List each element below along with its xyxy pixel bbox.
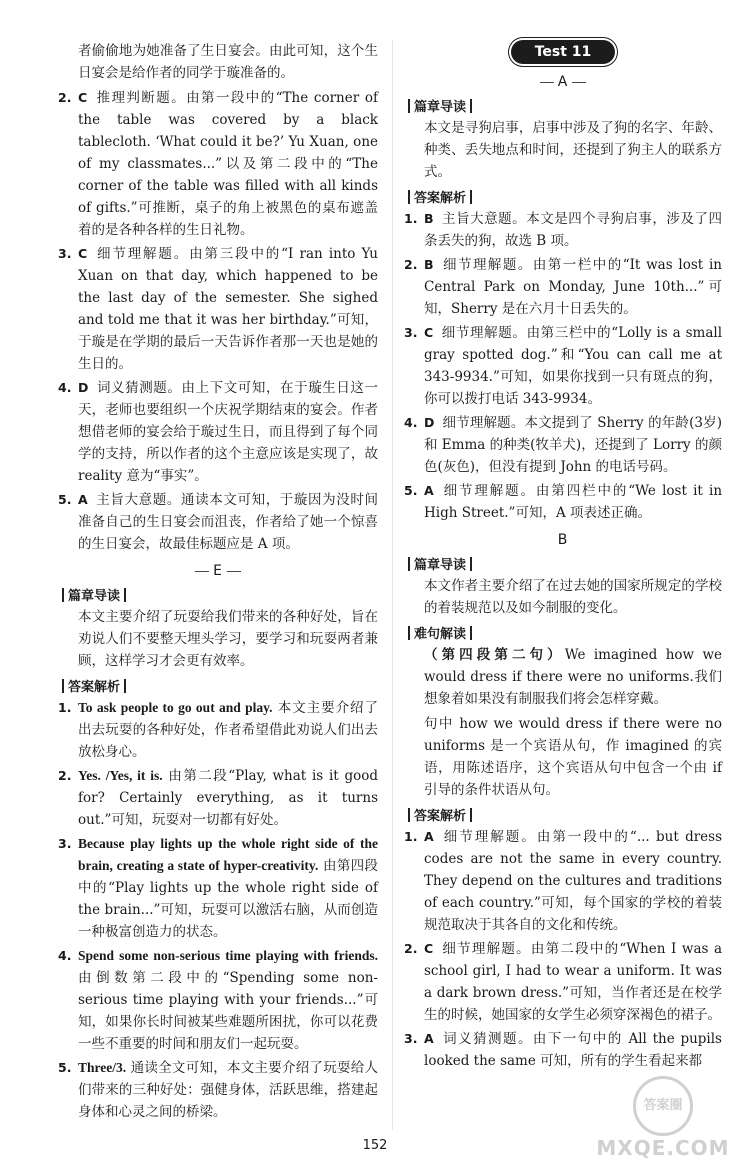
item-type: 主旨大意题。 <box>441 211 527 227</box>
item-answer-en: Yes. /Yes, it is. <box>78 768 163 783</box>
e-answer-3 <box>58 833 378 943</box>
item-type: 词义猜测题。 <box>441 1031 533 1047</box>
item-text: 由第三栏中的“Lolly is a small gray spotted dog.”和“You can call me at 343-9934.”可知，如果你找到一只有斑点的狗，你可以拨打电话 343-9934。 <box>424 325 723 407</box>
e-answer-1 <box>58 697 378 763</box>
difficult-en: We imagined how we would dress if there were no uniforms. <box>424 647 723 685</box>
guide-text-b: 本文作者主要介绍了在过去她的国家所规定的学校的着装规范以及如今制服的变化。 <box>424 578 722 616</box>
item-body <box>78 243 378 375</box>
item-answer: A <box>424 483 434 498</box>
a-answer-4 <box>404 412 722 478</box>
watermark-url: MXQE.COM <box>596 1136 730 1160</box>
section-a-label: A <box>404 74 722 90</box>
item-text: 由第二段“Play, what is it good for? Certainly everything, as it turns out.”可知，玩耍对一切都有好处。 <box>78 768 378 828</box>
item-number: 1. <box>404 829 418 844</box>
item-text: 本文是四个寻狗启事，涉及了四条丢失的狗，故选 B 项。 <box>424 211 723 249</box>
guide-text: 本文主要介绍了玩耍给我们带来的各种好处，旨在劝说人们不要整天埋头学习，要学习和玩耍两者兼顾，这样学习才会更有效率。 <box>78 609 378 669</box>
item-type: 细节理解题。 <box>441 941 531 957</box>
answer-heading-b: 答案解析 <box>404 805 722 824</box>
watermark-logo-icon: 答案圈 <box>633 1076 693 1136</box>
item-answer: C <box>78 246 88 261</box>
item-body <box>424 412 722 478</box>
b-answer-2 <box>404 938 722 1026</box>
difficult-label: （第四段第二句） <box>424 647 565 663</box>
item-answer-en: Spend some non-serious time playing with friends. <box>78 948 378 963</box>
difficult-cn: 我们想象着如果没有制服我们将会怎样穿戴。 <box>424 669 722 707</box>
item-answer: A <box>424 829 434 844</box>
item-answer: A <box>424 1031 434 1046</box>
item-type: 细节理解题。 <box>441 325 527 341</box>
item-body <box>78 377 378 487</box>
answer-heading-a: 答案解析 <box>404 187 722 206</box>
item-text: 由下一句中的 All the pupils looked the same 可知，所有的学生看起来都 <box>424 1031 722 1069</box>
e-answer-2 <box>58 765 378 831</box>
item-answer: B <box>424 257 434 272</box>
item-number: 3. <box>58 246 72 261</box>
guide-text-a: 本文是寻狗启事，启事中涉及了狗的名字、年龄、种类、丢失地点和时间，还提到了狗主人的联系方式。 <box>424 120 722 180</box>
difficult-sentence <box>404 644 722 710</box>
item-text: 通读全文可知，本文主要介绍了玩耍给人们带来的三种好处：强健身体，活跃思维，搭建起身体和心灵之间的桥梁。 <box>78 1060 378 1120</box>
a-answer-1 <box>404 208 722 252</box>
item-type: 细节理解题。 <box>441 829 537 845</box>
guide-heading-a: 篇章导读 <box>404 96 722 115</box>
item-number: 1. <box>58 700 72 715</box>
answer-heading: 答案解析 <box>58 676 378 695</box>
a-answer-5 <box>404 480 722 524</box>
item-answer: C <box>424 325 434 340</box>
item-text: 由上下文可知，在于璇生日这一天，老师也要组织一个庆祝学期结束的宴会。作者想借老师的宴会给于璇过生日，而且得到了每个同学的支持，所以作者的这个主意应该是实现了，故 reality 意为“事实”。 <box>78 380 379 484</box>
item-type: 主旨大意题。 <box>95 492 181 508</box>
page-number: 152 <box>362 1138 388 1153</box>
item-body <box>78 765 378 831</box>
column-divider <box>392 40 393 1130</box>
item-text: 由第二段中的“When I was a school girl, I had to wear a uniform. It was a dark brown dress.”可知，当作者还是在校学生的时候，她国家的女学生必须穿深褐色的裙子。 <box>424 941 723 1023</box>
item-answer-en: To ask people to go out and play. <box>78 700 273 715</box>
answer-item-3 <box>58 243 378 375</box>
item-answer: D <box>424 415 435 430</box>
a-answer-2 <box>404 254 722 320</box>
item-number: 1. <box>404 211 418 226</box>
item-body <box>78 833 378 943</box>
item-body <box>78 697 378 763</box>
item-body <box>424 938 722 1026</box>
item-number: 2. <box>404 257 418 272</box>
item-answer: B <box>424 211 434 226</box>
intro-paragraph: 者偷偷地为她准备了生日宴会。由此可知，这个生日宴会是给作者的同学于璇准备的。 <box>78 43 378 81</box>
item-number: 4. <box>58 380 72 395</box>
item-number: 5. <box>58 1060 72 1075</box>
item-body <box>78 87 378 241</box>
b-answer-1 <box>404 826 722 936</box>
item-number: 5. <box>404 483 418 498</box>
answer-item-5 <box>58 489 378 555</box>
item-type: 细节理解题。 <box>441 483 536 499</box>
item-number: 2. <box>404 941 418 956</box>
item-text: 由第四栏中的“We lost it in High Street.”可知，A 项表述正确。 <box>424 483 723 521</box>
item-number: 3. <box>404 1031 418 1046</box>
item-body <box>78 1057 378 1123</box>
test-badge: Test 11 <box>511 40 615 64</box>
item-text: 由倒数第二段中的“Spending some non-serious time playing with your friends...”可知，如果你长时间被某些难题所困扰，你可以花费一些不重要的时间和朋友们一起玩耍。 <box>78 970 378 1052</box>
item-text: 由第四段中的“Play lights up the whole right side of the brain...”可知，玩耍可以激活右脑，从而创造一种极富创造力的状态。 <box>78 858 379 940</box>
watermark <box>588 1076 738 1160</box>
item-type: 细节理解题。 <box>95 246 190 262</box>
item-text: 本文主要介绍了出去玩耍的各种好处，作者希望借此劝说人们出去放松身心。 <box>78 700 379 760</box>
item-text: 由第一段中的“The corner of the table was covered by a black tablecloth. ‘What could it be?’ Yu Xuan, one of my classmates...”以及第二段中的“The corner of the table was filled with all kinds of gifts.”可推断，桌子的角上被黑色的桌布遮盖着的是各种各样的生日礼物。 <box>78 90 379 238</box>
item-number: 5. <box>58 492 72 507</box>
difficult-heading: 难句解读 <box>404 623 722 642</box>
item-type: 细节理解题。 <box>441 257 533 273</box>
item-number: 2. <box>58 768 72 783</box>
item-text: 由第一段中的“... but dress codes are not the same in every country. They depend on the cultures and traditions of each country.”可知，每个国家的学校的着装规范取决于其各自的文化和传统。 <box>424 829 723 933</box>
item-text: 本文提到了 Sherry 的年龄(3岁)和 Emma 的种类(牧羊犬)，还提到了 Lorry 的颜色(灰色)，但没有提到 John 的电话号码。 <box>424 415 723 475</box>
e-answer-4 <box>58 945 378 1055</box>
item-type: 词义猜测题。 <box>96 380 182 396</box>
item-answer: C <box>424 941 434 956</box>
item-text: 由第一栏中的“It was lost in Central Park on Monday, June 10th...”可知，Sherry 是在六月十日丢失的。 <box>424 257 722 317</box>
e-answer-5 <box>58 1057 378 1123</box>
section-b-label: B <box>557 532 569 548</box>
right-column <box>404 40 722 1074</box>
item-number: 2. <box>58 90 72 105</box>
guide-heading: 篇章导读 <box>58 585 378 604</box>
item-body <box>424 1028 722 1072</box>
item-body <box>424 480 722 524</box>
item-number: 4. <box>58 948 72 963</box>
item-body <box>424 254 722 320</box>
item-type: 推理判断题。 <box>95 90 187 106</box>
difficult-analysis: 句中 how we would dress if there were no uniforms 是一个宾语从句，作 imagined 的宾语，用陈述语序，这个宾语从句中包含一个由 if 引导的条件状语从句。 <box>424 716 722 798</box>
item-number: 3. <box>404 325 418 340</box>
a-answer-3 <box>404 322 722 410</box>
item-body <box>424 208 722 252</box>
item-type: 细节理解题。 <box>442 415 525 431</box>
item-text: 通读本文可知，于璇因为没时间准备自己的生日宴会而沮丧，作者给了她一个惊喜的生日宴会，故最佳标题应是 A 项。 <box>78 492 379 552</box>
b-answer-3 <box>404 1028 722 1072</box>
item-answer: C <box>78 90 88 105</box>
item-body <box>78 945 378 1055</box>
item-answer-en: Because play lights up the whole right side of the brain, creating a state of hyper-creativity. <box>78 836 378 873</box>
item-answer: D <box>78 380 89 395</box>
section-e-label: E <box>58 563 378 579</box>
item-body <box>424 322 722 410</box>
item-number: 3. <box>58 836 72 851</box>
answer-item-2 <box>58 87 378 241</box>
item-body <box>424 826 722 936</box>
item-answer-en: Three/3. <box>78 1060 127 1075</box>
item-body <box>78 489 378 555</box>
answer-item-4 <box>58 377 378 487</box>
item-number: 4. <box>404 415 418 430</box>
item-answer: A <box>78 492 88 507</box>
left-column <box>58 40 378 1125</box>
guide-heading-b: 篇章导读 <box>404 554 722 573</box>
item-text: 由第三段中的“I ran into Yu Xuan on that day, which happened to be the last day of the semester. She sighed and told me that it was her birthday.”可知，于璇是在学期的最后一天告诉作者那一天也是她的生日的。 <box>78 246 378 372</box>
